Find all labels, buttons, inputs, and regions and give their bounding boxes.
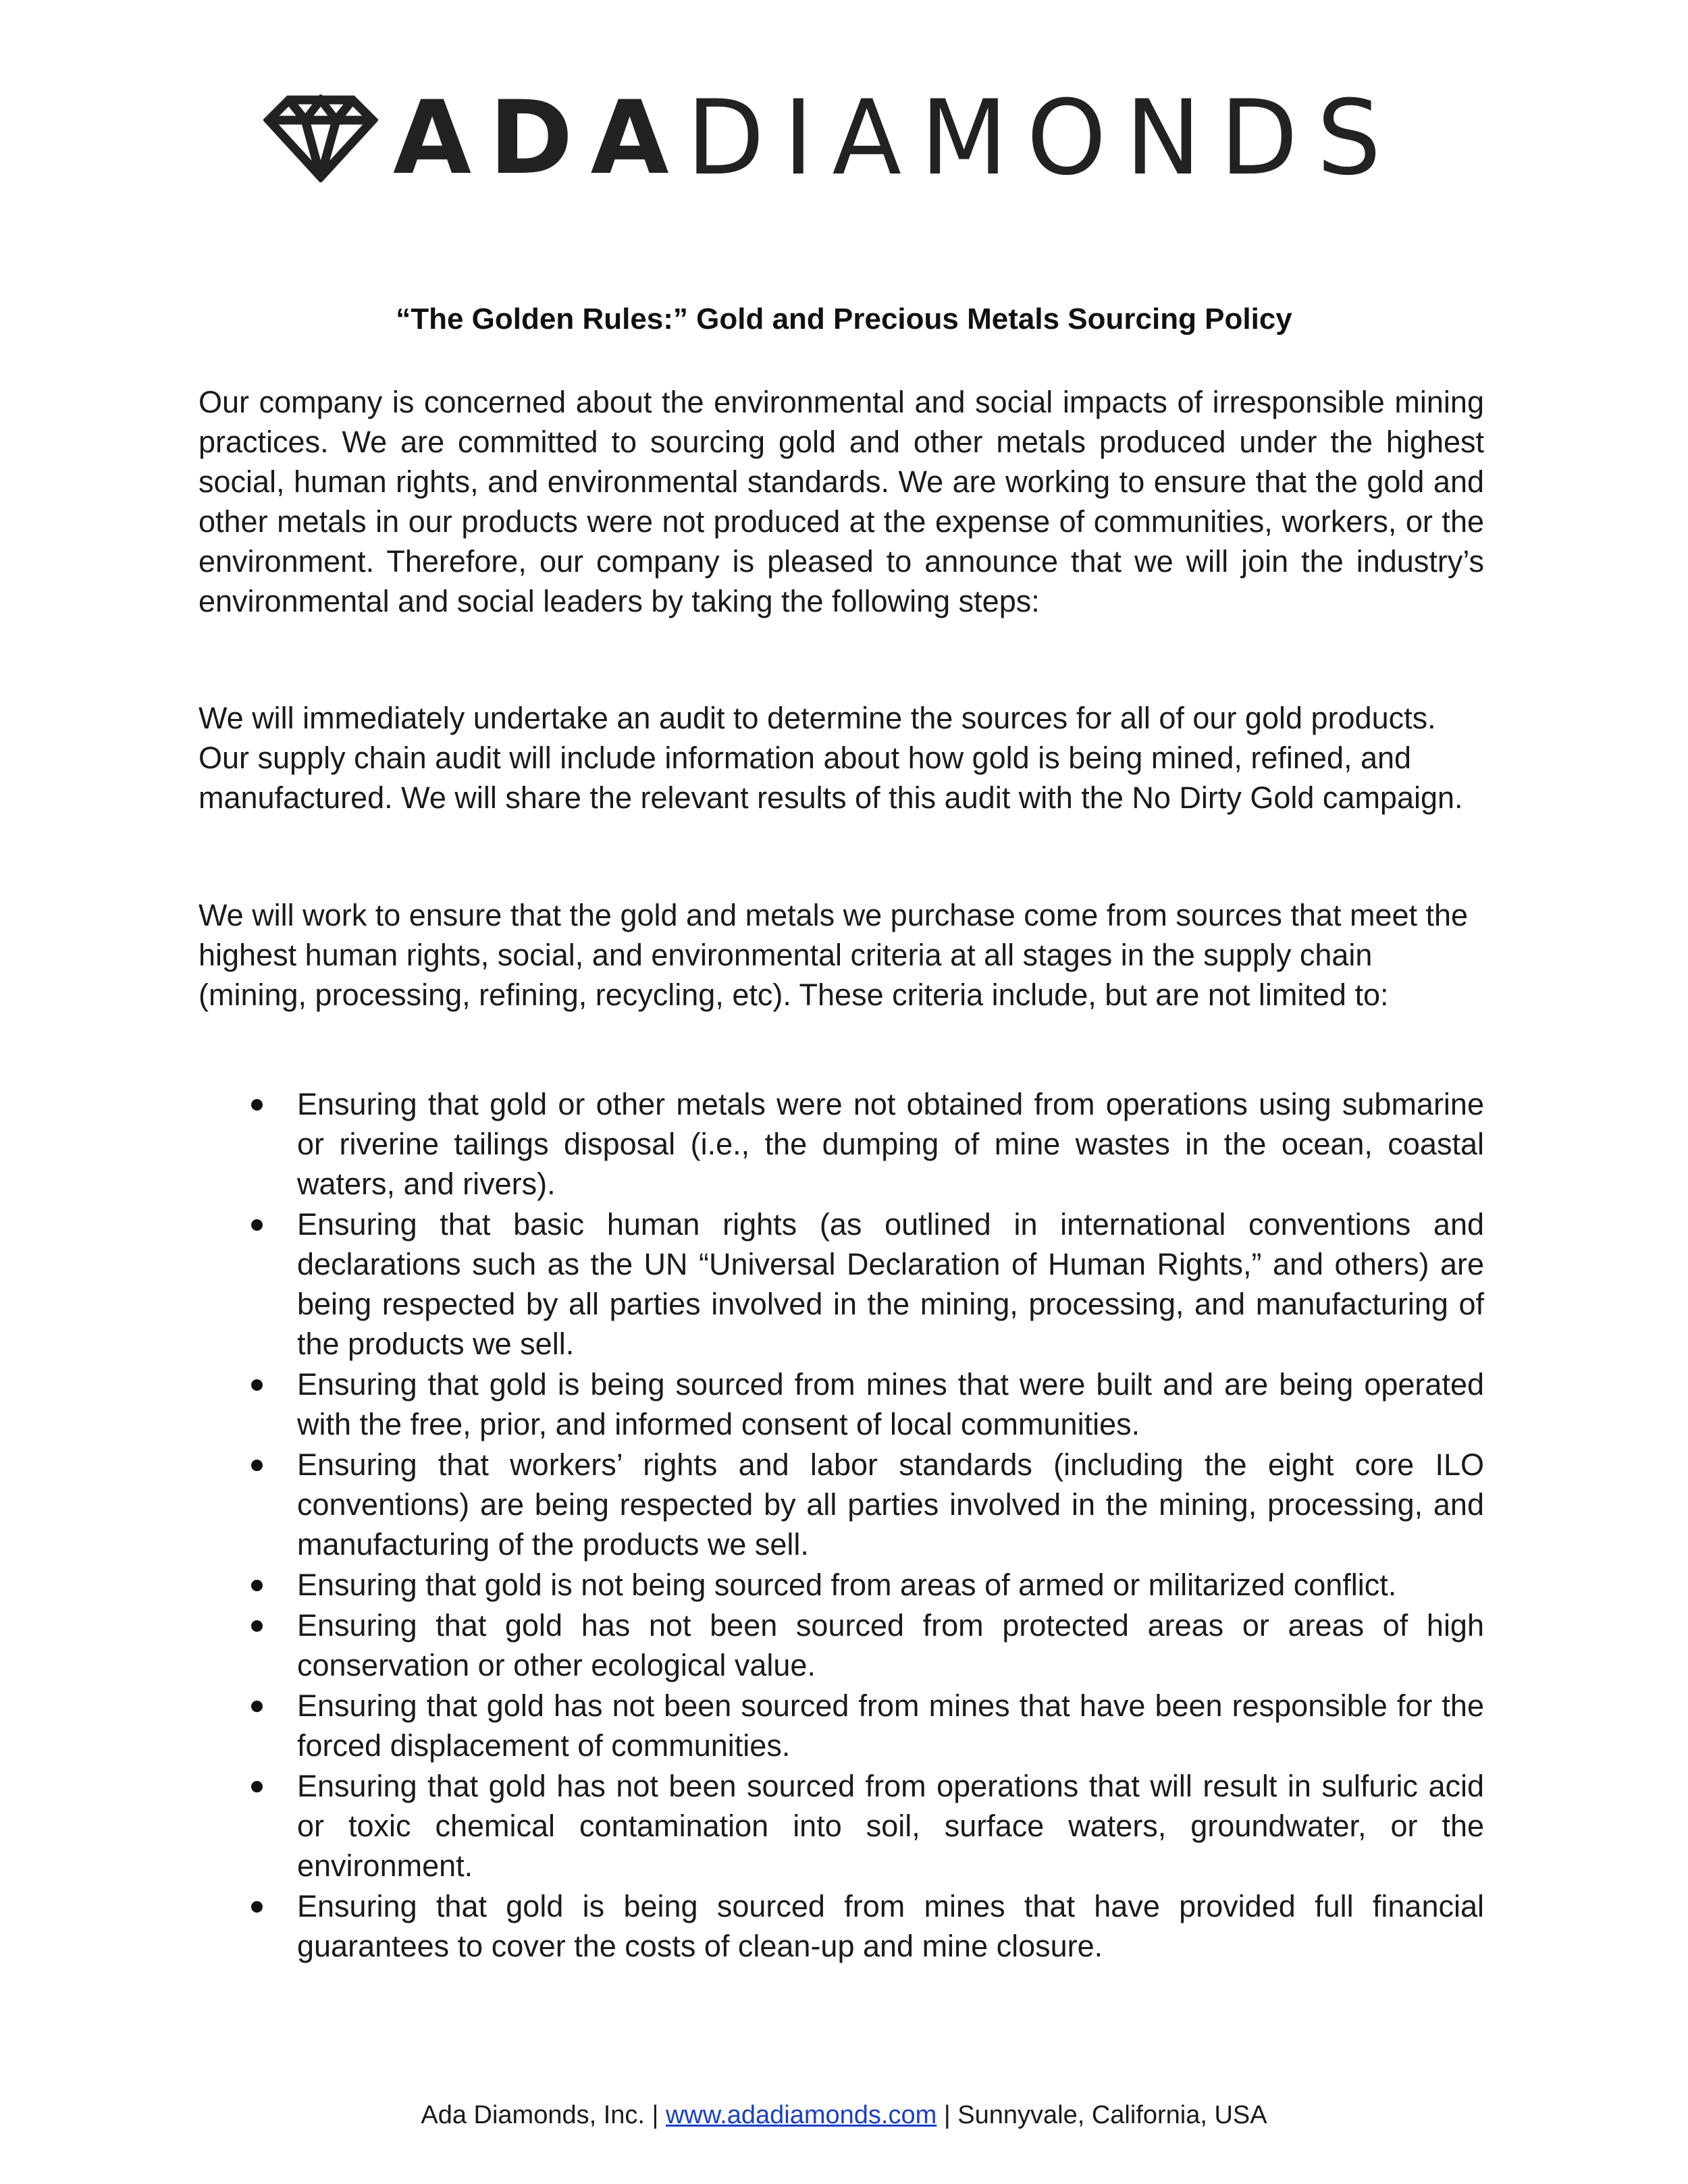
list-item-text: Ensuring that gold has not been sourced from operations that will result in sulfuric acid or toxic chemical contamination into soil, surface waters, groundwater, or the environment.	[297, 1769, 1484, 1883]
bullet-icon	[251, 1901, 263, 1913]
list-item	[199, 1605, 1484, 1685]
bullet-icon	[251, 1379, 263, 1391]
list-item	[199, 1766, 1484, 1886]
page-footer	[0, 2101, 1688, 2130]
list-item-text: Ensuring that basic human rights (as outlined in international conventions and declarations such as the UN “Universal Declaration of Human Rights,” and others) are being respected by all parties involved in the mining, processing, and manufacturing of the products we sell.	[297, 1207, 1484, 1361]
list-item	[199, 1364, 1484, 1444]
list-item-text: Ensuring that gold or other metals were not obtained from operations using submarine or riverine tailings disposal (i.e., the dumping of mine wastes in the ocean, coastal waters, and rivers).	[297, 1087, 1484, 1201]
list-item	[199, 1204, 1484, 1364]
bullet-icon	[251, 1701, 263, 1712]
list-item	[199, 1445, 1484, 1564]
list-item	[199, 1686, 1484, 1765]
audit-paragraph: We will immediately undertake an audit to determine the sources for all of our gold products. Our supply chain audit will include information about how gold is being mined, refined, and manufactured. We will share the relevant results of this audit with the No Dirty Gold campaign.	[199, 701, 1463, 815]
company-logo	[263, 78, 1400, 198]
bullet-icon	[251, 1460, 263, 1471]
bullet-icon	[251, 1099, 263, 1111]
footer-location: | Sunnyvale, California, USA	[943, 2101, 1267, 2129]
bullet-icon	[251, 1620, 263, 1632]
footer-company: Ada Diamonds, Inc. |	[421, 2101, 659, 2129]
bullet-icon	[251, 1781, 263, 1792]
list-item-text: Ensuring that gold is being sourced from mines that have provided full financial guarantees to cover the costs of clean-up and mine closure.	[297, 1889, 1484, 1963]
logo-brand-bold: ADA	[393, 80, 687, 197]
list-item	[199, 1886, 1484, 1966]
list-item-text: Ensuring that gold has not been sourced from protected areas or areas of high conservation or other ecological value.	[297, 1608, 1484, 1682]
criteria-paragraph: We will work to ensure that the gold and metals we purchase come from sources that meet the highest human rights, social, and environmental criteria at all stages in the supply chain (mining, processing, refining, recycling, etc). These criteria include, but are not limited to:	[199, 898, 1469, 1012]
diamond-logo-icon	[263, 95, 378, 182]
list-item-text: Ensuring that workers’ rights and labor standards (including the eight core ILO conventions) are being respected by all parties involved in the mining, processing, and manufacturing of the products we sell.	[297, 1447, 1484, 1562]
list-item-text: Ensuring that gold is being sourced from mines that were built and are being operated with the free, prior, and informed consent of local communities.	[297, 1367, 1484, 1441]
document-title: “The Golden Rules:” Gold and Precious Metals Sourcing Policy	[396, 302, 1292, 336]
list-item	[199, 1084, 1484, 1204]
list-item-text: Ensuring that gold is not being sourced from areas of armed or militarized conflict.	[297, 1568, 1397, 1602]
website-link[interactable]: www.adadiamonds.com	[665, 2101, 937, 2129]
logo-brand-light: DIAMONDS	[686, 78, 1400, 198]
intro-paragraph: Our company is concerned about the environmental and social impacts of irresponsible mining practices. We are committed to sourcing gold and other metals produced under the highest social, human rights, and environmental standards. We are working to ensure that the gold and other metals in our products were not produced at the expense of communities, workers, or the environment. Therefore, our company is pleased to announce that we will join the industry’s environmental and social leaders by taking the following steps:	[199, 385, 1484, 618]
bullet-icon	[251, 1219, 263, 1231]
criteria-list	[199, 1084, 1484, 1967]
list-item-text: Ensuring that gold has not been sourced from mines that have been responsible for the forced displacement of communities.	[297, 1688, 1484, 1763]
list-item	[199, 1565, 1484, 1605]
bullet-icon	[251, 1580, 263, 1591]
